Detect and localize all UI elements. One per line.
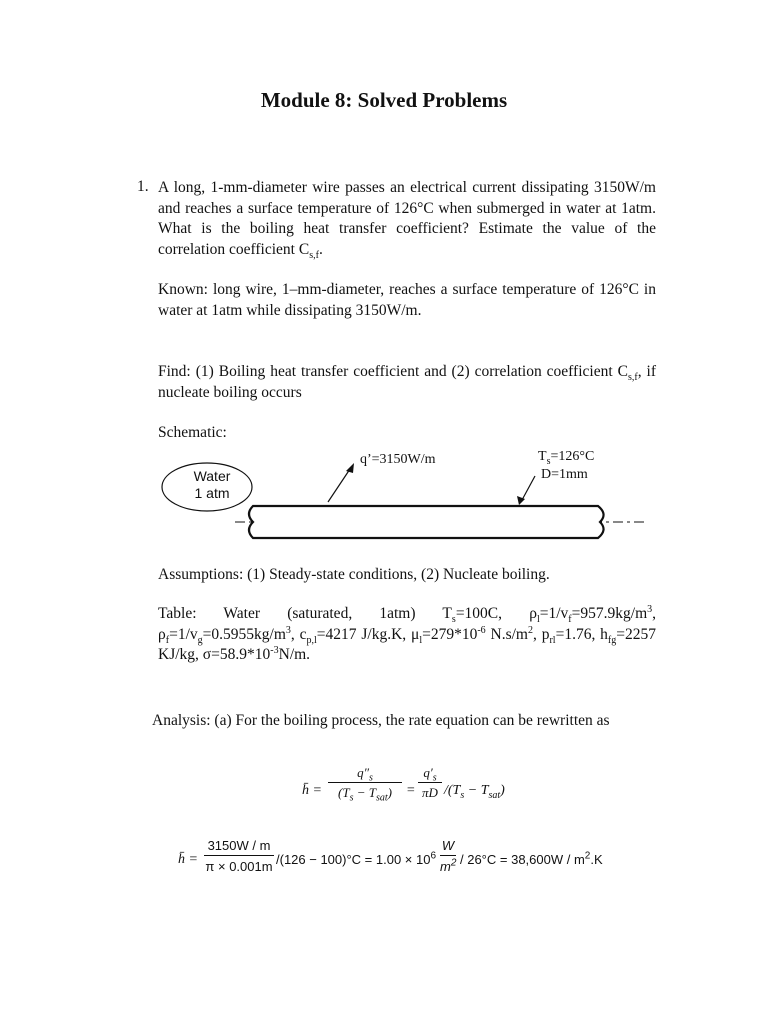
equation-1	[302, 765, 522, 815]
d-label: D=1mm	[541, 467, 588, 482]
statement-text: A long, 1-mm-diameter wire passes an electrical current dissipating 3150W/m and reaches a surface temperature of 126°C when submerged in water at 1atm. What is the boiling heat transfer coefficient? Estimate the value of the correlation coefficient C	[158, 179, 656, 258]
eq2-num: 3150W / m	[204, 838, 274, 856]
eq1-tail-mid: − T	[464, 783, 489, 798]
eq1-den2: πD	[422, 785, 438, 800]
cp-sub: p,l	[306, 634, 317, 646]
find-cs-subscript: s,f	[627, 372, 638, 384]
hfg-sub: fg	[607, 634, 617, 646]
eq2-w-num: W	[440, 838, 456, 856]
eq1-num2: q′	[423, 765, 433, 780]
statement-end: .	[318, 240, 323, 258]
find-text	[158, 362, 656, 403]
table-lead: Table: Water (saturated, 1atm) T	[158, 605, 452, 622]
eq1-den1-mid: − T	[353, 785, 376, 800]
problem-statement	[158, 178, 656, 260]
eq1-tail-s: s	[460, 789, 465, 801]
pr-label: , p	[533, 625, 550, 643]
heat-arrowhead	[346, 463, 354, 473]
eq2-lhs: h̄ =	[178, 852, 198, 867]
rho-l: =1/v	[539, 605, 569, 622]
eq2-fraction	[204, 838, 274, 874]
table-ts-sub: s	[451, 614, 456, 626]
assumptions-text: Assumptions: (1) Steady-state conditions, (2) Nucleate boiling.	[158, 566, 550, 583]
pr-sub: rl	[549, 634, 556, 646]
cp-label: , c	[290, 625, 307, 643]
wire-body	[249, 506, 604, 538]
eq1-tail-sat: sat	[488, 789, 501, 801]
eq1-den1-end: )	[387, 785, 392, 800]
eq1-equals: =	[406, 783, 416, 798]
page-title: Module 8: Solved Problems	[260, 88, 508, 112]
eq1-tail	[444, 783, 505, 799]
eq1-num1: q″	[357, 765, 369, 780]
cs-subscript: s,f	[309, 249, 319, 261]
eq2-tail	[460, 852, 603, 867]
property-table-text: Table: Water (saturated, 1atm) $T_s=100C$, $\rho_l=1/v_f=957.9kg/m^3$, $\rho_f=1/v_g=0.5955kg/m^3$, $c_{p,l}=4217$ J/kg.K, $\mu_l=279*10^{-6}$ $N.s/m^2$, $p_{rl}=1.76$, $h_{fg}=2257$ KJ/kg, $\sigma=58.9*10^{-3}N/m$.	[158, 603, 657, 663]
sigma-unit: N/m.	[278, 646, 311, 663]
find-lead: Find: (1) Boiling heat transfer coefficient and (2) correlation coefficient C	[158, 363, 628, 380]
ts-val: =126°C	[550, 449, 595, 464]
rho-g-val: =0.5955kg/m	[202, 625, 286, 643]
sigma-val: =58.9*10	[211, 646, 271, 663]
find-tail: , if nucleate boiling occurs	[158, 363, 656, 401]
eq2-tail-end: .K	[590, 852, 603, 867]
mu-unit: N.s/m	[485, 625, 528, 643]
ts-t: T	[538, 449, 547, 464]
problem-number: 1.	[137, 178, 149, 195]
eq1-fraction1	[328, 765, 402, 804]
equation-2	[178, 838, 618, 886]
hfg-val: =2257 KJ/kg,	[158, 625, 657, 663]
ts-sub: s	[546, 455, 551, 467]
eq2-w-den: m	[440, 859, 451, 874]
eq1-den1-s: s	[349, 792, 354, 804]
eq1-tail-open: /(T	[444, 783, 461, 798]
eq1-num1-sub: s	[369, 772, 373, 784]
ts-label	[538, 449, 594, 465]
eq1-num2-sub: s	[432, 772, 437, 784]
eq1-den1: (T	[338, 785, 350, 800]
eq2-mid-text: /(126 − 100)°C = 1.00 × 10	[276, 852, 431, 867]
eq2-exp: 6	[430, 850, 437, 862]
rho-g: =1/v	[169, 625, 198, 643]
analysis-text: Analysis: (a) For the boiling process, the rate equation can be rewritten as	[152, 712, 610, 729]
rho-l-val: =957.9kg/m	[571, 605, 648, 622]
eq1-tail-end: )	[500, 783, 505, 798]
eq2-den: π × 0.001m	[205, 859, 273, 874]
eq2-mid	[276, 852, 436, 867]
known-text: Known: long wire, 1–mm-diameter, reaches a surface temperature of 126°C in water at 1atm while dissipating 3150W/m.	[158, 281, 656, 319]
eq2-unit-fraction	[440, 838, 456, 874]
pr-val: =1.76,	[555, 625, 596, 643]
heat-arrow	[328, 469, 350, 502]
table-ts-val: =100C,	[455, 605, 503, 622]
eq2-w-den-exp: 2	[450, 857, 457, 869]
cp-val: =4217 J/kg.K,	[316, 625, 407, 643]
eq2-tail-exp: 2	[584, 850, 591, 862]
water-line2: 1 atm	[194, 485, 230, 501]
hfg-label: h	[600, 625, 608, 643]
surface-arrow	[522, 476, 535, 500]
eq1-den1-sat: sat	[375, 792, 388, 804]
mu-exp: -6	[477, 624, 486, 636]
water-line1: Water	[193, 468, 231, 484]
mu-val: =279*10	[422, 625, 478, 643]
schematic-label: Schematic:	[158, 424, 227, 441]
water-label	[182, 468, 242, 502]
eq1-lhs: h̄ =	[302, 783, 322, 798]
eq1-fraction2	[418, 765, 442, 801]
sigma-exp: -3	[270, 644, 279, 656]
heat-label: q’=3150W/m	[360, 452, 436, 467]
eq2-tail-text: / 26°C = 38,600W / m	[460, 852, 585, 867]
